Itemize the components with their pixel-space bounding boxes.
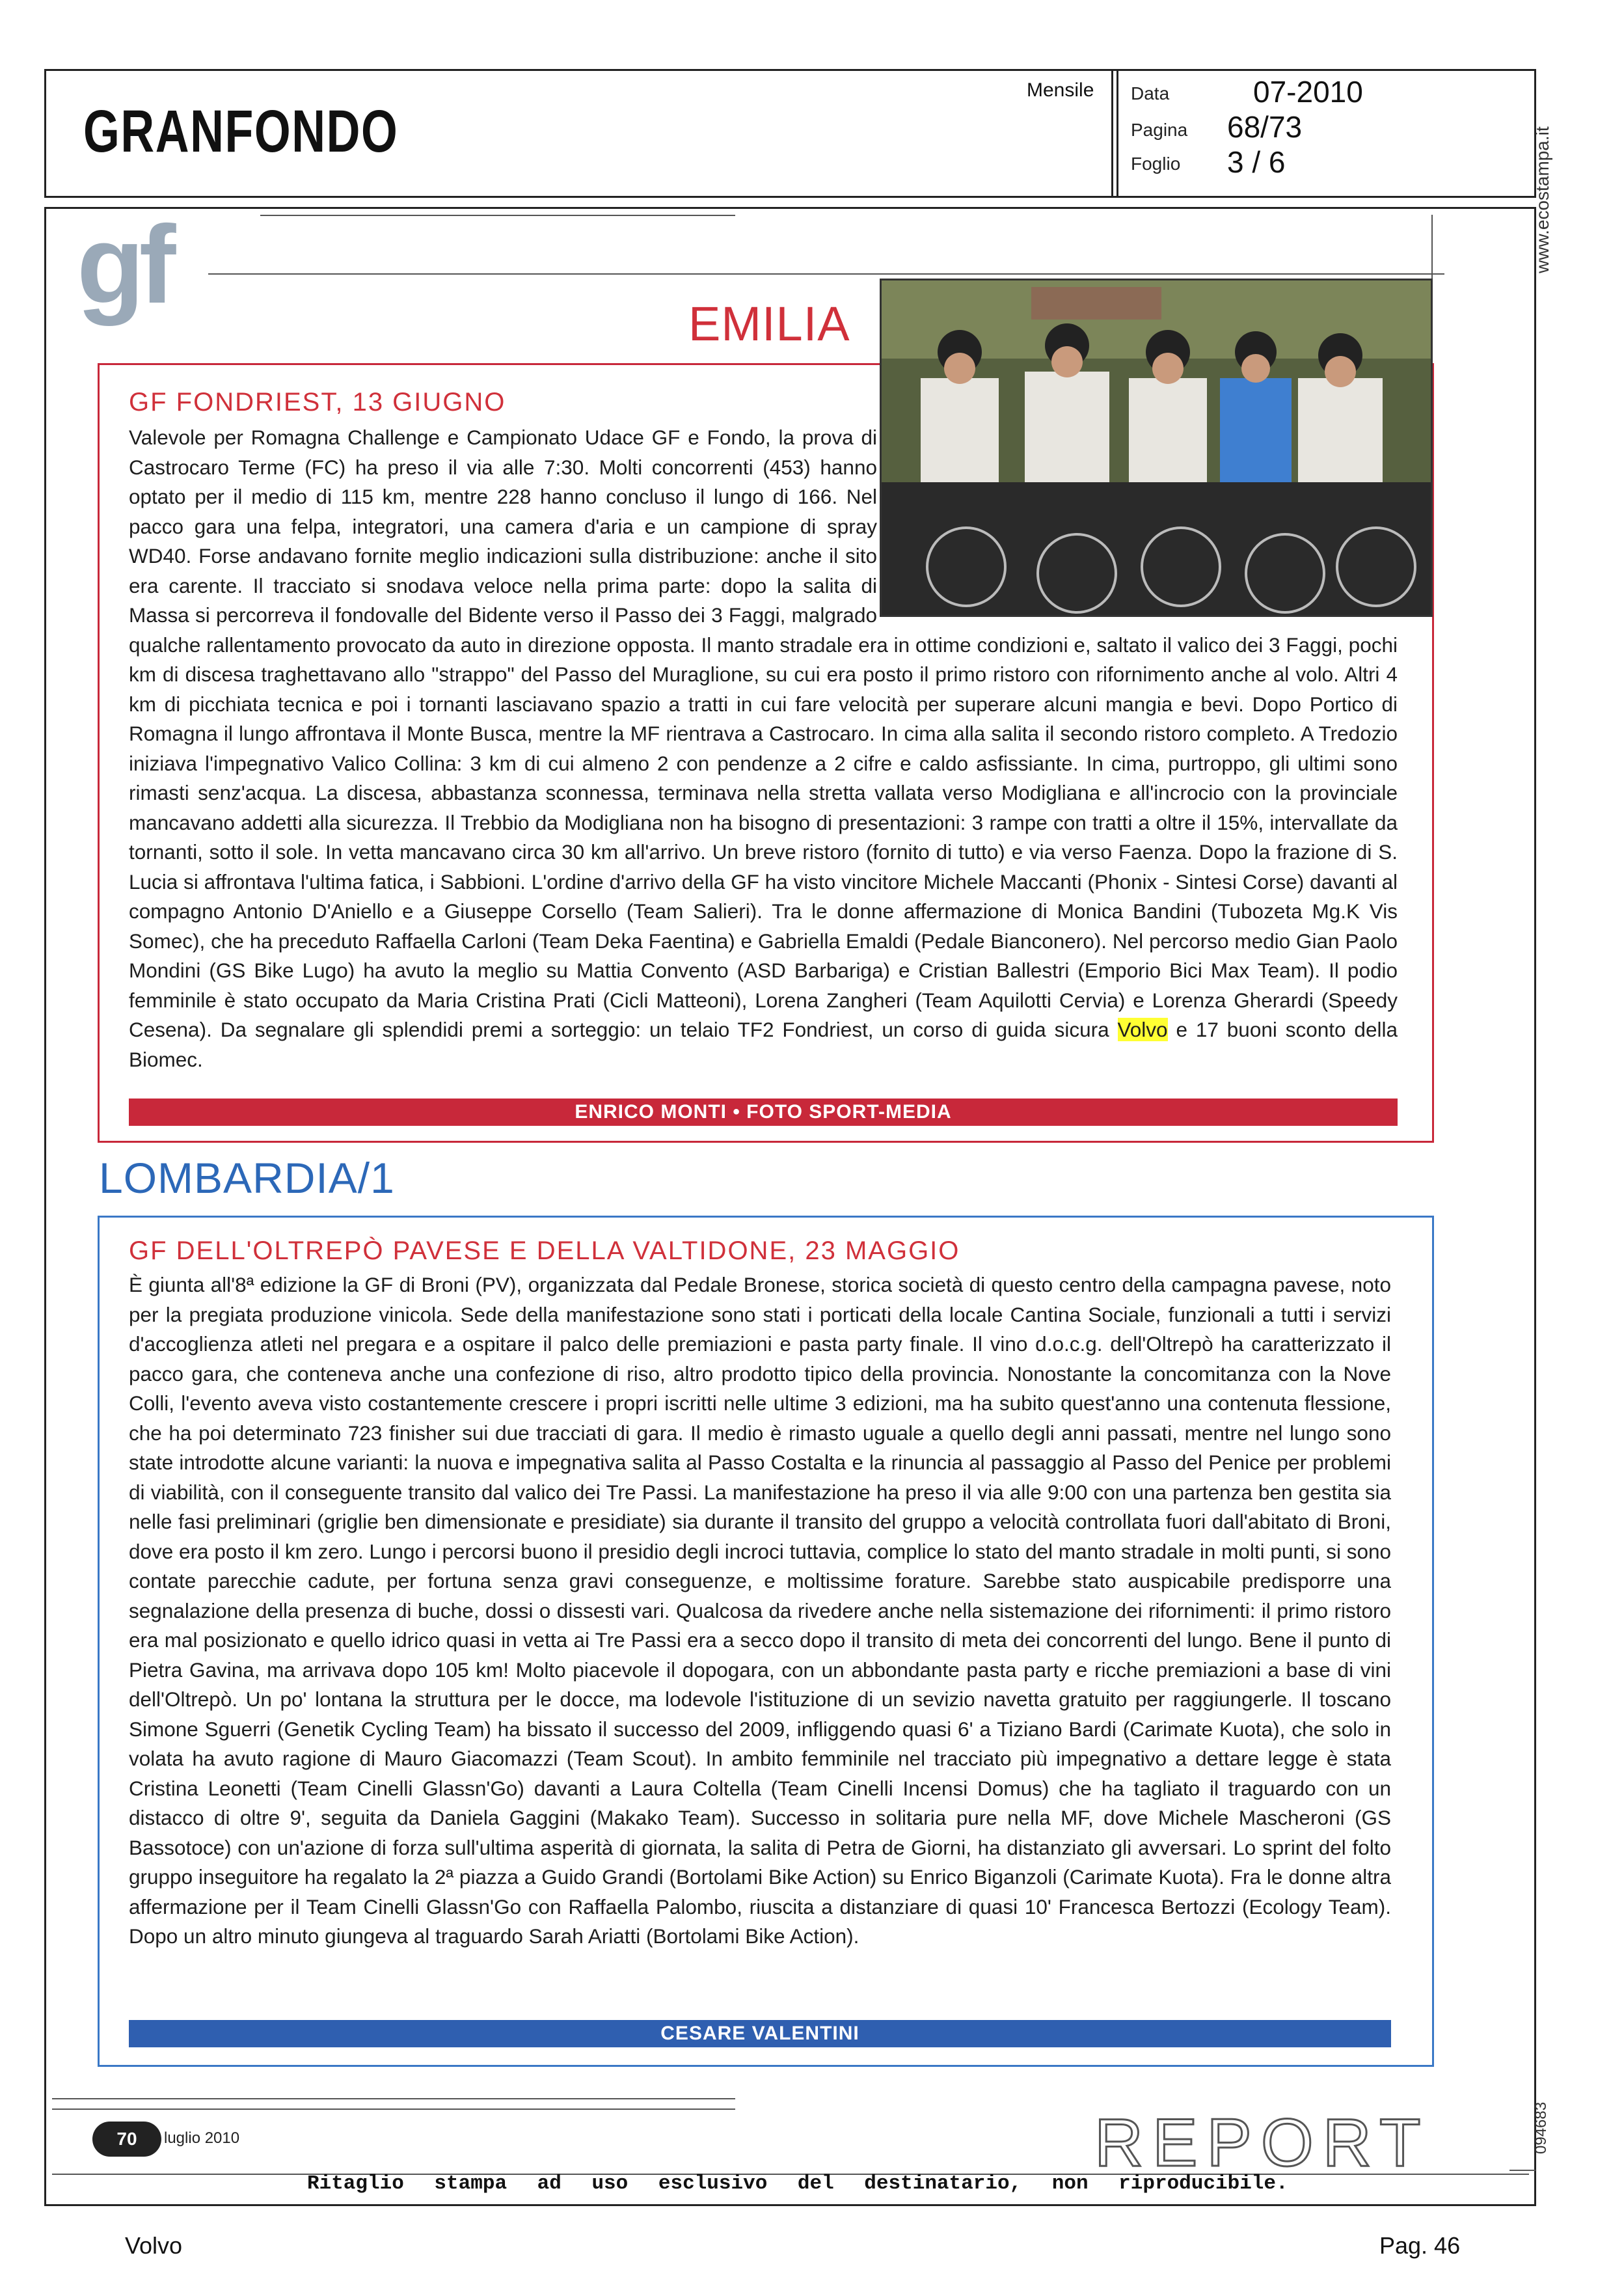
emilia-article-body <box>129 423 1398 1074</box>
page-label: Pagina <box>1131 120 1188 140</box>
decor-line <box>208 273 1444 275</box>
emilia-article-title: GF FONDRIEST, 13 GIUGNO <box>129 388 506 416</box>
region-heading-lombardia: LOMBARDIA/1 <box>99 1154 395 1202</box>
sheet-value: 3 / 6 <box>1227 145 1286 179</box>
decor-line <box>1509 2170 1536 2171</box>
side-website: www.ecostampa.it <box>1532 126 1552 273</box>
decor-line <box>52 2108 735 2110</box>
section-label: REPORT <box>1094 2105 1430 2181</box>
header-divider <box>1116 69 1118 198</box>
lombardia-article-body <box>129 1270 1391 1952</box>
page-brand: Volvo <box>125 2232 183 2259</box>
publication-title: GRANFONDO <box>83 98 399 165</box>
page-value: 68/73 <box>1227 110 1303 144</box>
side-code: 094683 <box>1532 2101 1550 2154</box>
gf-logo: gf <box>77 203 171 327</box>
decor-line <box>260 215 735 216</box>
header-divider <box>1111 69 1113 198</box>
periodicity: Mensile <box>1027 79 1094 101</box>
region-heading-emilia: EMILIA <box>688 297 850 351</box>
emilia-text-end: e 17 buoni sconto della Biomec. <box>129 1018 1398 1071</box>
date-label: Data <box>1131 83 1170 103</box>
emilia-text: Valevole per Romagna Challenge e Campionato Udace GF e Fondo, la prova di Castrocaro Terme (FC) ha preso il via alle 7:30. Molti concorrenti (453) hanno optato per il medio di 115 km, mentre 228 hanno concluso il lungo di 166. Nel pacco gara una felpa, integratori, una camera d'aria e un campione di spray WD40. Forse andavano fornite meglio indicazioni sulla distribuzione: anche il sito era carente. Il tracciato si snodava veloce nella prima parte: dopo la salita di Massa si percorreva il fondovalle del Bidente verso il Passo dei 3 Faggi, malgrado qualche rallentamento provocato da auto in direzione opposta. Il manto stradale era in ottime condizioni e, saltato il valico dei 3 Faggi, pochi km di discesa traghettavano allo "strappo" del Passo del Muraglione, su cui era posto il primo ristoro con rifornimento anche al volo. Altri 4 km di picchiata tecnica e poi i tornanti lasciavano spazio a tratti in cui fare velocità per superare alcuni mangia e bevi. Dopo Portico di Romagna il lungo affrontava il Monte Busca, mentre la MF rientrava a Castrocaro. In cima alla salita il secondo ristoro completo. A Tredozio iniziava l'impegnativo Valico Collina: 3 km di cui almeno 2 con pendenze a 2 cifre e caldo asfissiante. In cima, purtroppo, gli ultimi sono rimasti senz'acqua. La discesa, abbastanza sconnessa, terminava nella stretta vallata verso Modigliana e all'incrocio con la provinciale mancavano addetti alla sicurezza. Il Trebbio da Modigliana non ha bisogno di presentazioni: 3 rampe con tratti a oltre il 15%, intervallate da tornanti, sotto il sole. In vetta mancavano circa 30 km all'arrivo. Un breve ristoro (fornito di tutto) e via verso Faenza. Dopo la frazione di S. Lucia si affrontava l'ultima fatica, i Sabbioni. L'ordine d'arrivo della GF ha visto vincitore Michele Maccanti (Phonix - Sintesi Corse) davanti al compagno Antonio D'Aniello e a Giuseppe Corsello (Team Salieri). Tra le donne affermazione di Monica Bandini (Tubozeta Mg.K Vis Somec), che ha preceduto Raffaella Carloni (Team Deka Faentina) e Gabriella Emaldi (Pedale Bianconero). Nel percorso medio Gian Paolo Mondini (GS Bike Lugo) ha avuto la meglio su Mattia Convento (ASD Barbariga) e Cristian Ballestri (Emporio Bici Max Team). Il podio femminile è stato occupato da Maria Cristina Prati (Cicli Matteoni), Lorena Zangheri (Team Aquilotti Cervia) e Lorenza Gherardi (Speedy Cesena). Da segnalare gli splendidi premi a sorteggio: un telaio TF2 Fondriest, un corso di guida sicura <box>129 426 1398 1041</box>
emilia-byline: ENRICO MONTI • FOTO SPORT-MEDIA <box>129 1099 1398 1126</box>
decor-line <box>1431 215 1433 280</box>
lombardia-paragraph: È giunta all'8ª edizione la GF di Broni (PV), organizzata dal Pedale Bronese, storica società di questo centro della campagna pavese, noto per la pregiata produzione vinicola. Sede della manifestazione sono stati i porticati della locale Cantina Sociale, funzionali a tutti i servizi d'accoglienza atleti nel pregara e a ospitare il palco delle premiazioni e pasta party finale. Il vino d.o.c.g. dell'Oltrepò ha caratterizzato il pacco gara, che conteneva anche una confezione di riso, altro prodotto tipico della provincia. Nonostante la concomitanza con la Nove Colli, l'evento aveva visto costantemente crescere i propri iscritti nelle ultime 3 edizioni, ma ha subito quest'anno una contenuta flessione, che ha poi determinato 723 finisher sui due tracciati di gara. Il medio è rimasto uguale a quello degli anni passati, mentre nel lungo sono state introdotte alcune varianti: la nuova e impegnativa salita al Passo Costalta e la rinuncia al passaggio al Passo del Penice per problemi di viabilità, con il conseguente transito dal valico dei Tre Passi. La manifestazione ha preso il via alle 9:00 con una partenza ben gestita sia nelle fasi preliminari (griglie ben dimensionate e presidiate) sia durante il transito del gruppo a velocità controllata fuori dall'abitato di Broni, dove era posto il km zero. Lungo i percorsi buono il presidio degli incroci tuttavia, complice lo stato del manto stradale in molti punti, si sono contate parecchie cadute, per fortuna senza gravi conseguenze, e moltissime forature. Sarebbe stato auspicabile predisporre una segnalazione della presenza di buche, dossi o dissesti vari. Qualcosa da rivedere anche nella sistemazione dei rifornimenti: il primo ristoro era mal posizionato e quello idrico quasi in vetta ai Tre Passi era a secco dopo il transito di meta dei concorrenti del lungo. Bene il punto di Pietra Gavina, ma arrivava dopo 105 km! Molto piacevole il dopogara, con un abbondante pasta party e ricche premiazioni a base di vini dell'Oltrepò. Un po' lontana la struttura per le docce, ma lodevole l'istituzione di un sevizio navetta gratuito per raggiungerle. Il toscano Simone Sguerri (Genetik Cycling Team) ha bissato il successo del 2009, infliggendo quasi 6' a Tiziano Bardi (Carimate Kuota), che solo in volata ha avuto ragione di Mauro Giacomazzi (Team Scout). In ambito femminile nel tracciato più impegnativo a dettare legge è stata Cristina Leonetti (Team Cinelli Glassn'Go) davanti a Laura Coltella (Team Cinelli Incensi Domus) che ha tagliato il traguardo con un distacco di oltre 9', seguita da Daniela Gaggini (Makako Team). Successo in solitaria pure nella MF, dove Michele Mascheroni (GS Bassotoce) con un'azione di forza sull'ultima asperità di giornata, la salita di Petra de Giorni, ha distanziato gli avversari. Lo sprint del folto gruppo inseguitore ha regalato la 2ª piazza a Guido Grandi (Bortolami Bike Action) su Enrico Biganzoli (Carimate Kuota). Fra le donne altra affermazione per il Team Cinelli Glassn'Go con Raffaella Palombo, riuscita a distanziare di quasi 10' Francesca Bertozzi (Ecology Team). Dopo un altro minuto giungeva al traguardo Sarah Ariatti (Bortolami Bike Action). <box>129 1273 1392 1948</box>
page-number: Pag. 46 <box>1379 2232 1461 2259</box>
lombardia-byline: CESARE VALENTINI <box>129 2020 1391 2047</box>
magazine-page-number: 70 <box>92 2122 161 2157</box>
issue-date: luglio 2010 <box>164 2129 240 2147</box>
decor-line <box>52 2098 735 2099</box>
date-value: 07-2010 <box>1253 75 1363 109</box>
highlighted-keyword: Volvo <box>1117 1018 1168 1041</box>
photo-float-spacer <box>877 423 1398 618</box>
clipping-notice: Ritaglio stampa ad uso esclusivo del destinatario, non riproducibile. <box>307 2172 1288 2195</box>
lombardia-article-title: GF DELL'OLTREPÒ PAVESE E DELLA VALTIDONE, 23 MAGGIO <box>129 1236 960 1265</box>
sheet-label: Foglio <box>1131 154 1181 174</box>
